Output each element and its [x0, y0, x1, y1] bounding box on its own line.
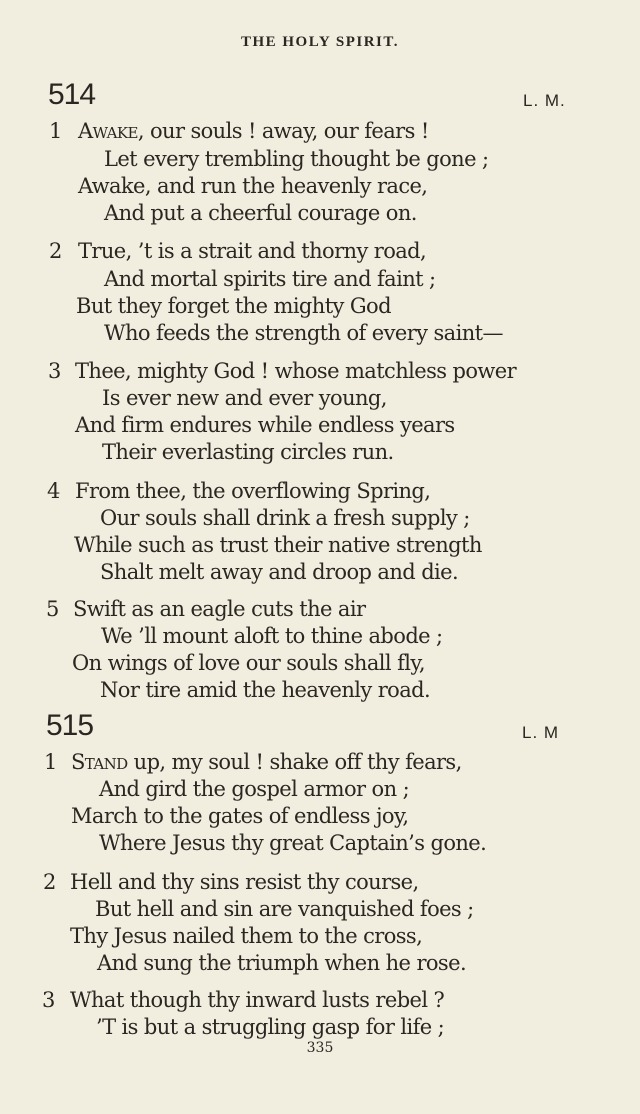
verse-number: 3 [42, 988, 56, 1012]
hymn-number: 515 [46, 709, 94, 742]
verse-number: 2 [43, 870, 57, 894]
verse-line: Where Jesus thy great Captain’s gone. [99, 831, 487, 855]
verse-line: March to the gates of endless joy, [71, 804, 409, 828]
verse-opening-word: Stand [71, 750, 128, 774]
verse-line: And put a cheerful courage on. [104, 201, 417, 225]
verse-line: From thee, the overflowing Spring, [75, 479, 431, 503]
verse-line-rest: , our souls ! away, our fears ! [137, 119, 429, 143]
verse-line: Awake, and run the heavenly race, [78, 174, 428, 198]
verse-line: Thee, mighty God ! whose matchless power [75, 359, 517, 383]
running-head: THE HOLY SPIRIT. [240, 34, 400, 50]
verse-line: ’T is but a struggling gasp for life ; [96, 1015, 445, 1039]
verse-number: 4 [47, 479, 61, 503]
verse-line: Their everlasting circles run. [102, 440, 394, 464]
verse-number: 1 [44, 750, 58, 774]
verse-line: Nor tire amid the heavenly road. [100, 678, 431, 702]
verse-line-rest: up, my soul ! shake off thy fears, [127, 750, 462, 774]
verse-line: What though thy inward lusts rebel ? [70, 988, 445, 1012]
verse-line: But hell and sin are vanquished foes ; [95, 897, 474, 921]
verse-line: Shalt melt away and droop and die. [100, 560, 459, 584]
verse-line: Who feeds the strength of every saint— [104, 321, 503, 345]
verse-line: We ’ll mount aloft to thine abode ; [101, 624, 443, 648]
verse-line: Let every trembling thought be gone ; [104, 147, 489, 171]
page-number: 335 [306, 1040, 334, 1056]
verse-opening-word: Awake [78, 119, 138, 143]
verse-line: And sung the triumph when he rose. [97, 951, 467, 975]
verse-line: But they forget the mighty God [76, 294, 391, 318]
verse-number: 3 [48, 359, 62, 383]
verse-number: 2 [49, 239, 63, 263]
hymn-meter: L. M [522, 723, 560, 742]
verse-line: On wings of love our souls shall fly, [72, 651, 425, 675]
verse-line: Our souls shall drink a fresh supply ; [100, 506, 470, 530]
verse-line: While such as trust their native strength [74, 533, 482, 557]
verse-line: And mortal spirits tire and faint ; [104, 267, 436, 291]
verse-line [71, 749, 462, 775]
verse-line: True, ’t is a strait and thorny road, [78, 239, 427, 263]
verse-line: Is ever new and ever young, [102, 386, 387, 410]
verse-line: Swift as an eagle cuts the air [73, 597, 366, 621]
verse-line: And firm endures while endless years [75, 413, 455, 437]
verse-line: Hell and thy sins resist thy course, [70, 870, 419, 894]
verse-number: 1 [49, 119, 63, 143]
hymn-meter: L. M. [523, 91, 566, 110]
hymn-number: 514 [48, 78, 96, 111]
verse-line: And gird the gospel armor on ; [99, 777, 410, 801]
verse-line [78, 118, 429, 144]
verse-line: Thy Jesus nailed them to the cross, [70, 924, 423, 948]
verse-number: 5 [46, 597, 60, 621]
